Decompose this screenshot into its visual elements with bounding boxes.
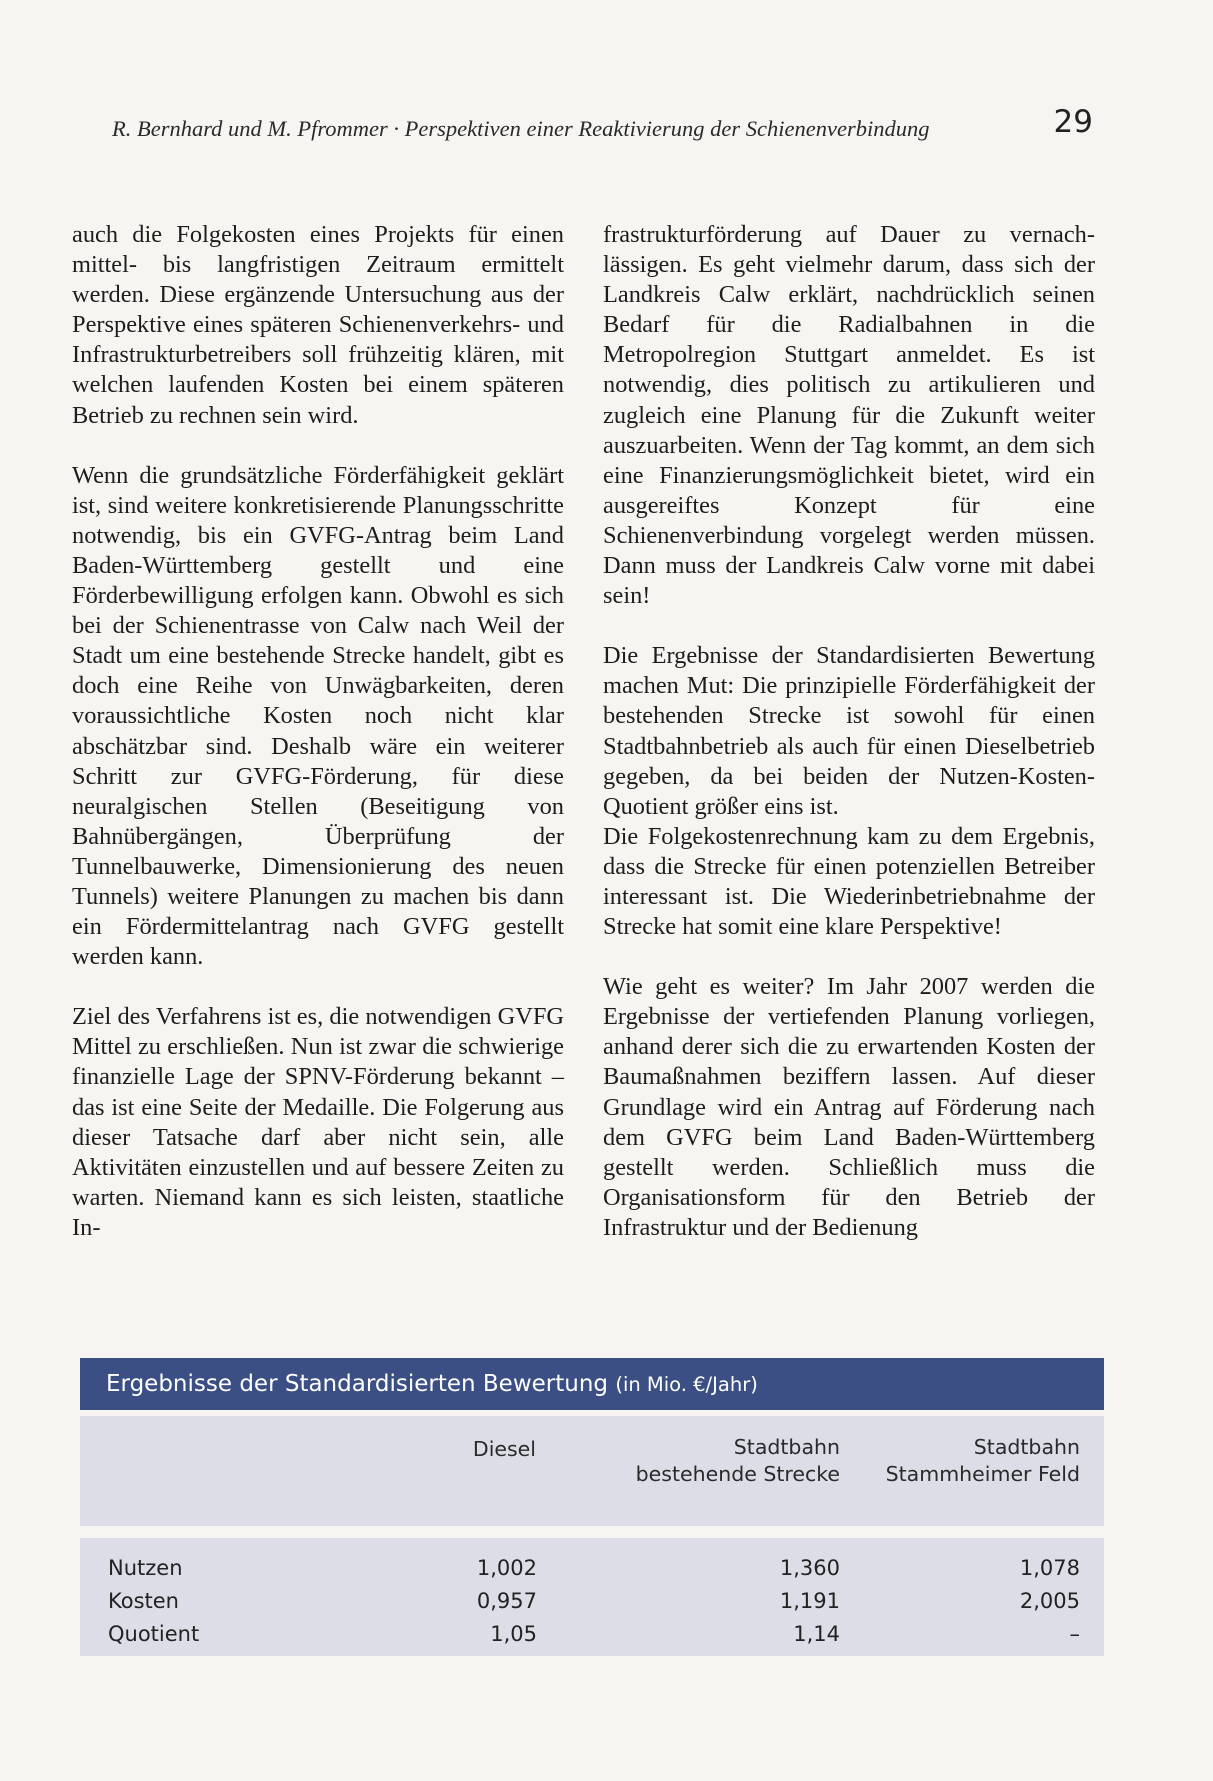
paragraph: Wie geht es weiter? Im Jahr 2007 werden die Ergebnisse der vertiefenden Planung vorliegen, anhand derer sich die zu erwartenden Kosten der Baumaßnahmen beziffern lassen. Auf dieser Grundlage wird ein Antrag auf Förderung nach dem GVFG beim Land Baden-Württemberg gestellt werden. Schließlich muss die Organisationsform für den Betrieb der Infrastruktur und der Bedienung <box>603 973 1095 1241</box>
paragraph: Wenn die grundsätzliche Förderfähigkeit geklärt ist, sind weitere konkretisierende Planungsschritte notwendig, bis ein GVFG-Antrag beim Land Baden-Württemberg gestellt und eine Förderbewilligung erfolgen kann. Obwohl es sich bei der Schienentrasse von Calw nach Weil der Stadt um eine bestehende Strecke handelt, gibt es doch eine Reihe von Unwägbarkeiten, deren voraussichtliche Kosten noch nicht klar abschätzbar sind. Deshalb wäre ein weiterer Schritt zur GVFG-Förderung, für diese neuralgischen Stellen (Beseitigung von Bahnübergängen, Überprüfung der Tunnelbauwerke, Dimensionierung des neuen Tunnels) weitere Planungen zu machen bis dann ein Fördermittelantrag nach GVFG gestellt werden kann. <box>72 461 564 971</box>
column-header-line: Stadtbahn <box>973 1435 1080 1459</box>
column-header-stadtbahn-stammheim <box>800 1434 1080 1488</box>
paragraph: Die Folgekostenrechnung kam zu dem Ergebnis, dass die Strecke für einen potenziellen Betreiber interessant ist. Die Wiederinbetriebnahme der Strecke hat somit eine klare Perspektive! <box>603 822 1095 941</box>
cell-stadtbahn-stammheim: 1,078 <box>1019 1556 1080 1580</box>
page-number: 29 <box>1053 104 1093 140</box>
cell-stadtbahn-bestehend: 1,360 <box>779 1556 840 1580</box>
column-header-line: Stadtbahn <box>733 1435 840 1459</box>
table-row <box>80 1585 1104 1618</box>
row-label: Quotient <box>108 1622 200 1646</box>
paragraph: auch die Folgekosten eines Projekts für einen mittel- bis langfristigen Zeitraum ermittelt werden. Diese ergänzende Untersuchung aus der Perspektive eines späteren Schienenverkehrs- und Infrastrukturbetreibers soll frühzeitig klären, mit welchen laufenden Kosten bei einem späteren Betrieb zu rechnen sein wird. <box>72 221 564 429</box>
cell-stadtbahn-bestehend: 1,191 <box>779 1589 840 1613</box>
table-title <box>80 1358 1104 1410</box>
table-header <box>80 1416 1104 1526</box>
right-column <box>603 220 1095 1273</box>
table-row <box>80 1552 1104 1585</box>
column-header-line: bestehende Strecke <box>635 1462 840 1486</box>
column-header-line: Stammheimer Feld <box>885 1462 1080 1486</box>
left-column <box>72 220 564 1273</box>
column-header-stadtbahn-bestehend <box>520 1434 840 1488</box>
cell-stadtbahn-bestehend: 1,14 <box>793 1622 840 1646</box>
results-table <box>80 1358 1104 1656</box>
cell-diesel: 1,002 <box>476 1556 537 1580</box>
paragraph: Die Ergebnisse der Standardisierten Bewertung machen Mut: Die prinzipielle Förderfähigkeit der bestehenden Strecke ist sowohl für einen Stadtbahnbetrieb als auch für einen Dieselbetrieb gegeben, da bei beiden der Nutzen-Kosten-Quotient größer eins ist. <box>603 642 1095 820</box>
cell-stadtbahn-stammheim: 2,005 <box>1019 1589 1080 1613</box>
cell-stadtbahn-stammheim: – <box>1069 1622 1080 1646</box>
table-title-text: Ergebnisse der Standardisierten Bewertung <box>106 1371 609 1397</box>
cell-diesel: 1,05 <box>490 1622 537 1646</box>
row-label: Kosten <box>108 1589 179 1613</box>
cell-diesel: 0,957 <box>476 1589 537 1613</box>
table-unit: (in Mio. €/Jahr) <box>615 1373 758 1396</box>
column-header-diesel: Diesel <box>472 1437 536 1461</box>
paragraph: frastrukturförderung auf Dauer zu vernachlässigen. Es geht vielmehr darum, dass sich der Landkreis Calw erklärt, nachdrücklich seinen Bedarf für die Radialbahnen in die Metropolregion Stuttgart anmeldet. Es ist notwendig, dies politisch zu artikulieren und zugleich eine Planung für die Zukunft weiter auszuarbeiten. Wenn der Tag kommt, an dem sich eine Finanzierungsmöglichkeit bietet, wird ein ausgereiftes Konzept für eine Schienenverbindung vorgelegt werden müssen. Dann muss der Landkreis Calw vorne mit dabei sein! <box>603 221 1095 610</box>
table-row <box>80 1618 1104 1651</box>
paragraph: Ziel des Verfahrens ist es, die notwendigen GVFG Mittel zu erschließen. Nun ist zwar die schwierige finanzielle Lage der SPNV-Förderung bekannt – das ist eine Seite der Medaille. Die Folgerung aus dieser Tatsache darf aber nicht sein, alle Aktivitäten einzustellen und auf bessere Zeiten zu warten. Niemand kann es sich leisten, staatliche In- <box>72 1003 564 1241</box>
table-body <box>80 1538 1104 1656</box>
row-label: Nutzen <box>108 1556 183 1580</box>
running-head: R. Bernhard und M. Pfrommer · Perspektiven einer Reaktivierung der Schienenverbindung <box>112 116 930 141</box>
